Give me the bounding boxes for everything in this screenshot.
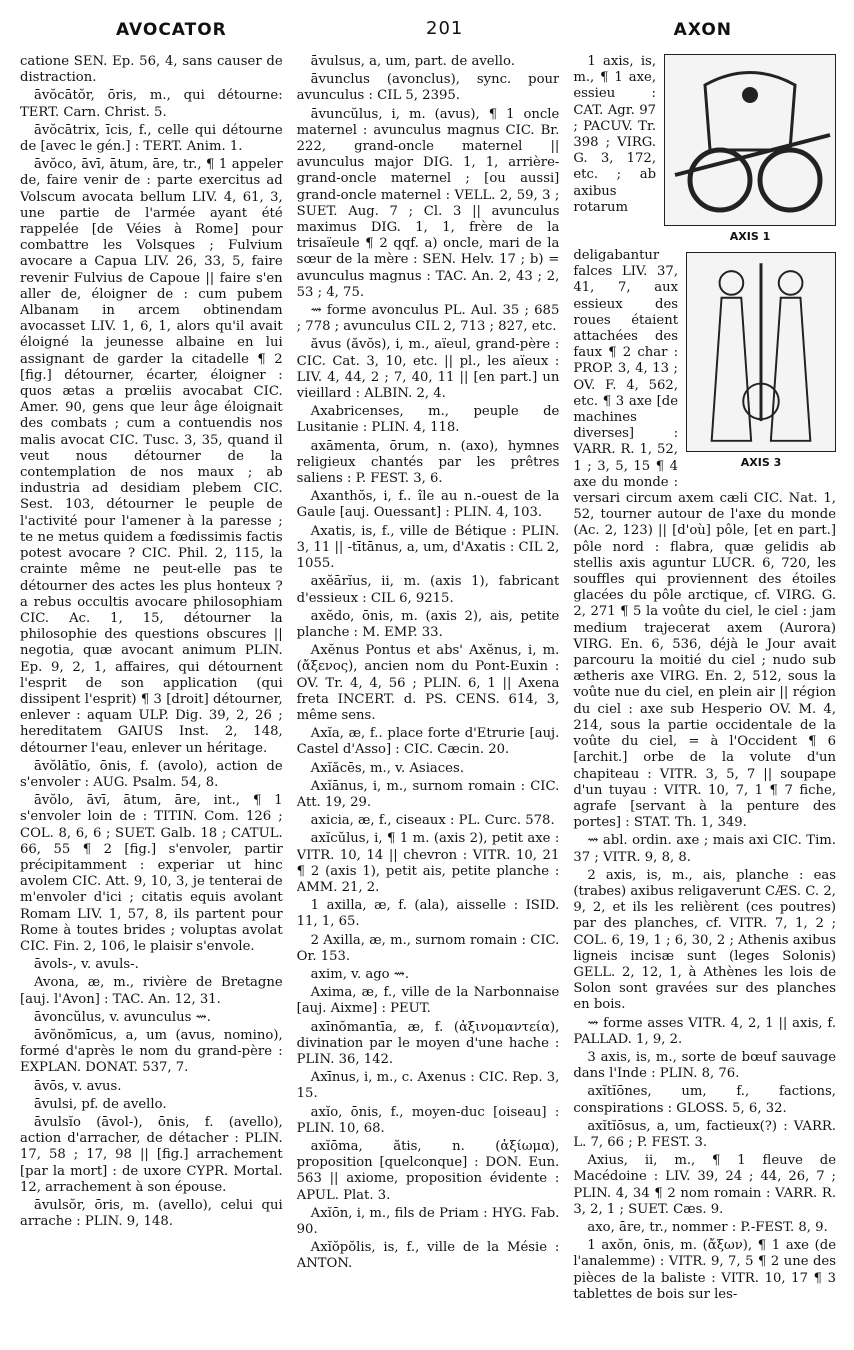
dictionary-entry: Axanthŏs, i, f.. île au n.-ouest de la Gaule [auj. Ouessant] : PLIN. 4, 103. (296, 489, 560, 521)
dictionary-entry: Axius, ii, m., ¶ 1 fleuve de Macédoine : LIV. 39, 24 ; 44, 26, 7 ; PLIN. 4, 34 ¶ 2 nom romain : VARR. R. 3, 2, 1 ; SUET. Cæs. 9. (573, 1153, 837, 1217)
chariot-illustration (664, 54, 836, 226)
dictionary-entry: Axima, æ, f., ville de la Narbonnaise [auj. Aixme] : PEUT. (296, 985, 560, 1017)
dictionary-entry: Axĕnus Pontus et abs' Axĕnus, i, m. (ἄξενος), ancien nom du Pont-Euxin : OV. Tr. 4, 4, 56 ; PLIN. 6, 1 || Axena freta INCERT. d. PS. CENS. 614, 3, même sens. (296, 643, 560, 723)
running-header (20, 14, 836, 44)
dictionary-entry: axĭtĭōnes, um, f., factions, conspirations : GLOSS. 5, 6, 32. (573, 1084, 837, 1116)
dictionary-entry: āvols-, v. avuls-. (34, 957, 139, 973)
dictionary-entry: āvŏcātŏr, ōris, m., qui détourne: TERT. Carn. Christ. 5. (20, 88, 283, 120)
dictionary-entry: Axĭa, æ, f.. place forte d'Etrurie [auj. Castel d'Asso] : CIC. Cæcin. 20. (296, 726, 560, 758)
dictionary-entry: āvulsŏr, ōris, m. (avello), celui qui arrache : PLIN. 9, 148. (20, 1198, 283, 1230)
figure-1-caption: AXIS 1 (729, 230, 771, 243)
dictionary-entry: axĕārĭus, ii, m. (axis 1), fabricant d'essieux : CIL 6, 9215. (296, 574, 560, 606)
dictionary-entry: āvŏco, āvī, ātum, āre, tr., ¶ 1 appeler de, faire venir de : parte exercitus ad Volscum avocata bellum LIV. 4, 61, 3, une partie de l'armée ayant été rappelée [de Véies à Rome] pour combattre les Volsques ; Fulvium avocare a Capua LIV. 26, 33, 5, faire revenir Fulvius de Capoue || faire s'en aller de, éloigner de : cum pubem Albanam in arcem obtinendam avocasset LIV. 1, 6, 1, alors qu'il avait éloigné la jeunesse albaine en lui assignant de garder la citadelle ¶ 2 [fig.] détourner, écarter, éloigner : quos ætas a prœliis avocabat CIC. Amer. 90, gens que leur âge éloignait des combats ; cum a contuendis nos malis avocat CIC. Tusc. 3, 35, quand il veut nous détourner de la contemplation de nos maux ; ab industria ad desidiam plebem CIC. Sest. 103, détourner le peuple de l'activité pour l'amener à la paresse ; te ne metus quidem a fœdissimis factis potest avocare ? CIC. Phil. 2, 115, la crainte même ne peut-elle pas te détourner des actes les plus honteux ? a rebus occultis avocare philosophiam CIC. Ac. 1, 15, détourner la philosophie des questions obscures || negotia, quæ avocant animum PLIN. Ep. 9, 2, 1, affaires, qui détournent l'esprit de son application (qui dissipent l'esprit) ¶ 3 [droit] détourner, enlever : aquam ULP. Dig. 39, 2, 26 ; hereditatem GAIUS Inst. 2, 148, détourner l'eau, enlever un héritage. (20, 157, 283, 756)
dictionary-entry: Axĭăcēs, m., v. Asiaces. (310, 760, 464, 776)
dictionary-entry: āvulsĭo (āvol-), ōnis, f. (avello), action d'arracher, de détacher : PLIN. 17, 58 ; 17, 98 || [fig.] arrachement [par la mort] : de uxore CYPR. Mortal. 12, arrachement à son épouse. (20, 1115, 283, 1195)
dictionary-entry: āvŏcātrix, īcis, f., celle qui détourne de [avec le gén.] : TERT. Anim. 1. (20, 122, 283, 155)
dictionary-entry: Axĭānus, i, m., surnom romain : CIC. Att. 19, 29. (296, 778, 560, 810)
header-left-guide-word: AVOCATOR (116, 20, 227, 40)
dictionary-entry: axim, v. ago ⇝. (310, 966, 410, 982)
dictionary-entry: āvŏlo, āvī, ātum, āre, int., ¶ 1 s'envoler loin de : TITIN. Com. 126 ; COL. 8, 6, 6 ; SUET. Galb. 18 ; CATUL. 66, 55 ¶ 2 [fig.] s'envoler, partir précipitamment : experiar ut hinc avolem CIC. Att. 9, 10, 3, je tenterai de m'envoler d'ici ; citatis equis avolant Romam LIV. 1, 57, 8, ils partent pour Rome à toutes brides ; voluptas avolat CIC. Fin. 2, 106, le plaisir s'envole. (20, 793, 283, 954)
dictionary-entry: 1 axŏn, ōnis, m. (ἄξων), ¶ 1 axe (de l'analemme) : VITR. 9, 7, 5 ¶ 2 une des pièces de la baliste : VITR. 10, 17 ¶ 3 tablettes de bois sur les- (573, 1238, 837, 1302)
dictionary-entry: 2 axis, is, m., ais, planche : eas (trabes) axibus religaverunt CÆS. C. 2, 9, 2, et ils les relièrent (ces poutres) par des planches, cf. VITR. 7, 1, 2 ; COL. 6, 19, 1 ; 6, 30, 2 ; Athenis axibus ligneis incisæ sunt (leges Solonis) GELL. 2, 12, 1, à Athènes les lois de Solon sont gravées sur des planches en bois. (573, 867, 837, 1013)
dictionary-entry: Avona, æ, m., rivière de Bretagne [auj. l'Avon] : TAC. An. 12, 31. (20, 975, 283, 1007)
dictionary-entry: āvoncŭlus, v. avunculus ⇝. (34, 1009, 211, 1025)
figure-image (687, 253, 835, 451)
dictionary-entry: axĭōma, ătis, n. (ἀξίωμα), proposition [quelconque] : DON. Eun. 563 || axiome, proposition évidente : APUL. Plat. 3. (296, 1139, 560, 1203)
dictionary-entry: ăvus (ăvŏs), i, m., aïeul, grand-père : CIC. Cat. 3, 10, etc. || pl., les aïeux : LIV. 4, 44, 2 ; 7, 40, 11 || [en part.] un vieillard : ALBIN. 2, 4. (296, 337, 560, 402)
columns (20, 54, 836, 1350)
figure-illustration (686, 252, 836, 452)
dictionary-entry: 1 axis, is, m., ¶ 1 axe, essieu : CAT. Agr. 97 ; PACUV. Tr. 398 ; VIRG. G. 3, 172, etc. ; ab axibus rotarum deligabantur falces LIV. 37, 41, 7, aux essieux des roues étaient attachées des faux ¶ 2 char : PROP. 3, 4, 13 ; OV. F. 4, 562, etc. ¶ 3 axe [de machines diverses] : VARR. R. 1, 52, 1 ; 3, 5, 15 ¶ 4 axe du monde : versari circum axem cæli CIC. Nat. 1, 52, tourner autour de l'axe du monde (Ac. 2, 123) || [d'où] pôle, [et en part.] pôle nord : flabra, quæ gelidis ab stellis axis aguntur LUCR. 6, 720, les souffles qui proviennent des étoiles glacées du pôle arctique, cf. VIRG. G. 2, 271 ¶ 5 la voûte du ciel, le ciel : jam medium trajecerat axem (Aurora) VIRG. En. 6, 536, déjà le Jour avait parcouru la moitié du ciel ; nudo sub ætheris axe VIRG. En. 2, 512, sous la voûte nue du ciel, en plein air || région du ciel : axe sub Hesperio OV. M. 4, 214, sous la partie occidentale de la voûte du ciel, = à l'Occident ¶ 6 [archit.] orbe de la volute d'un chapiteau : VITR. 3, 5, 7 || soupape d'un tuyau : VITR. 10, 7, 1 ¶ 7 fiche, agrafe [servant à la penture des portes] : STAT. Th. 1, 349. (573, 54, 837, 831)
dictionary-entry: āvulsus, a, um, part. de avello. (310, 54, 515, 69)
figure-axis-3 (686, 252, 836, 474)
dictionary-entry: āvunclus (avonclus), sync. pour avunculus : CIL 5, 2395. (296, 72, 560, 104)
dictionary-entry: Axabricenses, m., peuple de Lusitanie : PLIN. 4, 118. (296, 404, 560, 436)
dictionary-entry: axāmenta, ōrum, n. (axo), hymnes religieux chantés par les prêtres saliens : P. FEST. 3, 6. (296, 438, 560, 487)
dictionary-entry: Axatis, is, f., ville de Bétique : PLIN. 3, 11 || -tītānus, a, um, d'Axatis : CIL 2, 1055. (296, 523, 560, 572)
dictionary-entry: 2 Axilla, æ, m., surnom romain : CIC. Or. 153. (296, 932, 560, 964)
column-2 (297, 54, 560, 1350)
dictionary-entry: Axĭōn, i, m., fils de Priam : HYG. Fab. 90. (296, 1205, 560, 1238)
dictionary-entry: axīnŏmantīa, æ, f. (ἀξινομαντεία), divination par le moyen d'une hache : PLIN. 36, 142. (296, 1019, 560, 1067)
figure-2-caption: AXIS 3 (740, 456, 782, 469)
dictionary-entry: āvŏnŏmīcus, a, um (avus, nomino), formé d'après le nom du grand-père : EXPLAN. DONAT. 537, 7. (20, 1027, 283, 1076)
header-right-guide-word: AXON (673, 20, 732, 40)
dictionary-entry: ⇝ abl. ordin. axe ; mais axi CIC. Tim. 37 ; VITR. 9, 8, 8. (573, 833, 837, 865)
dictionary-entry: āvuncŭlus, i, m. (avus), ¶ 1 oncle maternel : avunculus magnus CIC. Br. 222, grand-oncle maternel || avunculus major DIG. 1, 1, arrière-grand-oncle maternel ; [ou aussi] grand-oncle maternel : VELL. 2, 59, 3 ; SUET. Aug. 7 ; Cl. 3 || avunculus maximus DIG. 1, 1, frère de la trisaïeule ¶ 2 qqf. a) oncle, mari de la sœur de la mère : SEN. Helv. 17 ; b) = avunculus magnus : TAC. An. 2, 43 ; 2, 53 ; 4, 75. (296, 106, 560, 300)
dictionary-entry: axo, āre, tr., nommer : P.-FEST. 8, 9. (587, 1219, 828, 1235)
dictionary-entry: āvŏlātĭo, ōnis, f. (avolo), action de s'envoler : AUG. Psalm. 54, 8. (20, 758, 283, 790)
dictionary-entry: axĕdo, ōnis, m. (axis 2), ais, petite planche : M. EMP. 33. (296, 608, 560, 640)
dictionary-entry: Axīnus, i, m., c. Axenus : CIC. Rep. 3, 15. (296, 1070, 560, 1102)
dictionary-entry: axĭo, ōnis, f., moyen-duc [oiseau] : PLIN. 10, 68. (296, 1104, 560, 1136)
page-number: 201 (426, 18, 464, 39)
dictionary-entry: 1 axilla, æ, f. (ala), aisselle : ISID. 11, 1, 65. (296, 898, 560, 930)
dictionary-entry: ⇝ forme asses VITR. 4, 2, 1 || axis, f. PALLAD. 1, 9, 2. (573, 1015, 837, 1047)
dictionary-entry: āvulsi, pf. de avello. (34, 1096, 167, 1112)
dictionary-entry: axicia, æ, f., ciseaux : PL. Curc. 578. (310, 813, 555, 829)
column-3 (573, 54, 836, 1350)
column-1 (20, 54, 283, 1350)
dictionary-entry: 3 axis, is, m., sorte de bœuf sauvage dans l'Inde : PLIN. 8, 76. (573, 1049, 837, 1082)
dictionary-entry: āvōs, v. avus. (34, 1078, 122, 1094)
chariot-image (665, 55, 835, 225)
dictionary-entry: Axĭŏpŏlis, is, f., ville de la Mésie : ANTON. (296, 1240, 560, 1272)
dictionary-entry: ⇝ forme avonculus PL. Aul. 35 ; 685 ; 778 ; avunculus CIL 2, 713 ; 827, etc. (296, 303, 560, 335)
figure-axis-1 (664, 54, 836, 244)
dictionary-entry: axĭcŭlus, i, ¶ 1 m. (axis 2), petit axe : VITR. 10, 14 || chevron : VITR. 10, 21 ¶ 2 (axis 1), petit ais, petite planche : AMM. 21, 2. (296, 831, 560, 895)
dictionary-entry: catione SEN. Ep. 56, 4, sans causer de distraction. (20, 54, 283, 86)
dictionary-entry: axĭtĭōsus, a, um, factieux(?) : VARR. L. 7, 66 ; P. FEST. 3. (573, 1118, 837, 1150)
